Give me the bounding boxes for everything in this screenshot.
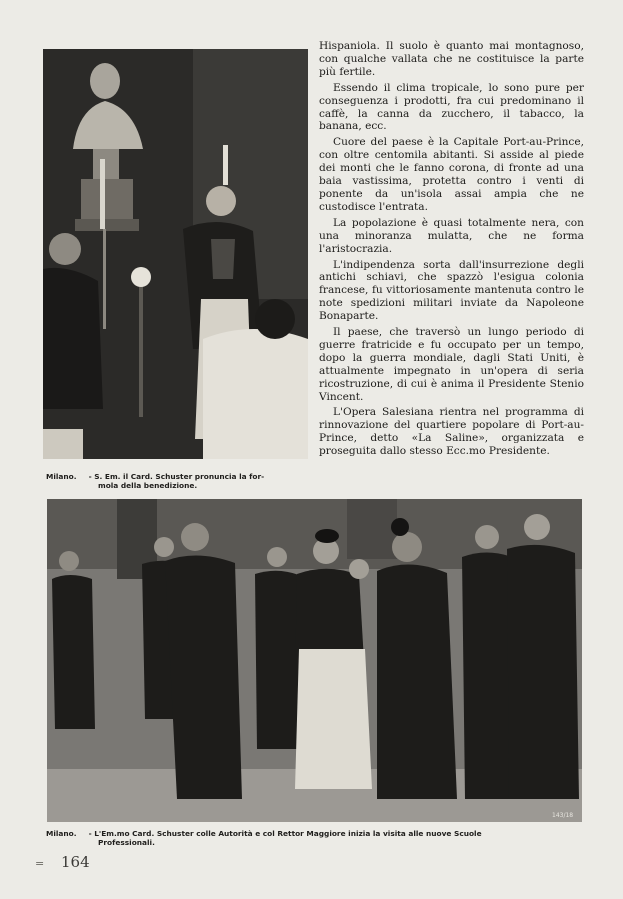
body-paragraph: Il paese, che traversò un lungo periodo di guerre fratricide e fu occupato per un tempo, dopo la guerra mondiale, dagli Stati Uniti, è attualmente impegnato in un'opera di seria ricostruzione, di cui è anima il Presidente Stenio Vincent. <box>319 326 584 403</box>
body-paragraph: La popolazione è quasi totalmente nera, con una minoranza mulatta, che ne forma l'aristocrazia. <box>319 216 584 255</box>
footer-dash: = <box>35 856 45 870</box>
photo-cardinal-blessing <box>43 49 308 459</box>
body-paragraph: Cuore del paese è la Capitale Port-au-Prince, con oltre centomila abitanti. Si asside al piede dei monti che le fanno corona, di fronte ad una baia vastissima, protetta contro i venti di ponente da un'isola assai ampia che ne custodisce l'entrata. <box>319 136 584 213</box>
page-footer <box>35 853 90 871</box>
caption-bottom-text: - L'Em.mo Card. Schuster colle Autorità e col Rettor Maggiore inizia la visita alle nuove Scuole <box>88 829 482 838</box>
caption-bottom-text-cont: Professionali. <box>98 838 155 847</box>
photo-cardinal-visit-illustration <box>47 499 582 822</box>
article-body-column <box>319 40 584 458</box>
body-paragraph: L'indipendenza sorta dall'insurrezione degli antichi schiavi, che spazzò l'esigua colonia francese, fu vittoriosamente mantenuta contro le note spedizioni militari inviate da Napoleone Bonaparte. <box>319 258 584 323</box>
body-paragraph: Essendo il clima tropicale, lo sono pure per conseguenza i prodotti, fra cui predominano il caffè, la canna da zucchero, il tabacco, la banana, ecc. <box>319 81 584 133</box>
caption-top-text: - S. Em. il Card. Schuster pronuncia la for- <box>88 472 265 481</box>
photo-caption-bottom <box>46 829 586 847</box>
body-paragraph: Hispaniola. Il suolo è quanto mai montagnoso, con qualche vallata che ne costituisce la parte più fertile. <box>319 40 584 78</box>
photo-caption-top <box>46 472 306 490</box>
photo-bottom-mark: 143/18 <box>552 812 574 819</box>
caption-bottom-place: Milano. <box>46 829 77 838</box>
photo-cardinal-visit-schools <box>47 499 582 822</box>
body-paragraph: L'Opera Salesiana rientra nel programma di rinnovazione del quartiere popolare di Port-au-Prince, detto «La Saline», organizzata e proseguita dallo stesso Ecc.mo Presidente. <box>319 406 584 458</box>
caption-top-text-cont: mola della benedizione. <box>98 481 198 490</box>
photo-cardinal-blessing-illustration <box>43 49 308 459</box>
caption-top-place: Milano. <box>46 472 77 481</box>
page-number: 164 <box>61 853 90 871</box>
